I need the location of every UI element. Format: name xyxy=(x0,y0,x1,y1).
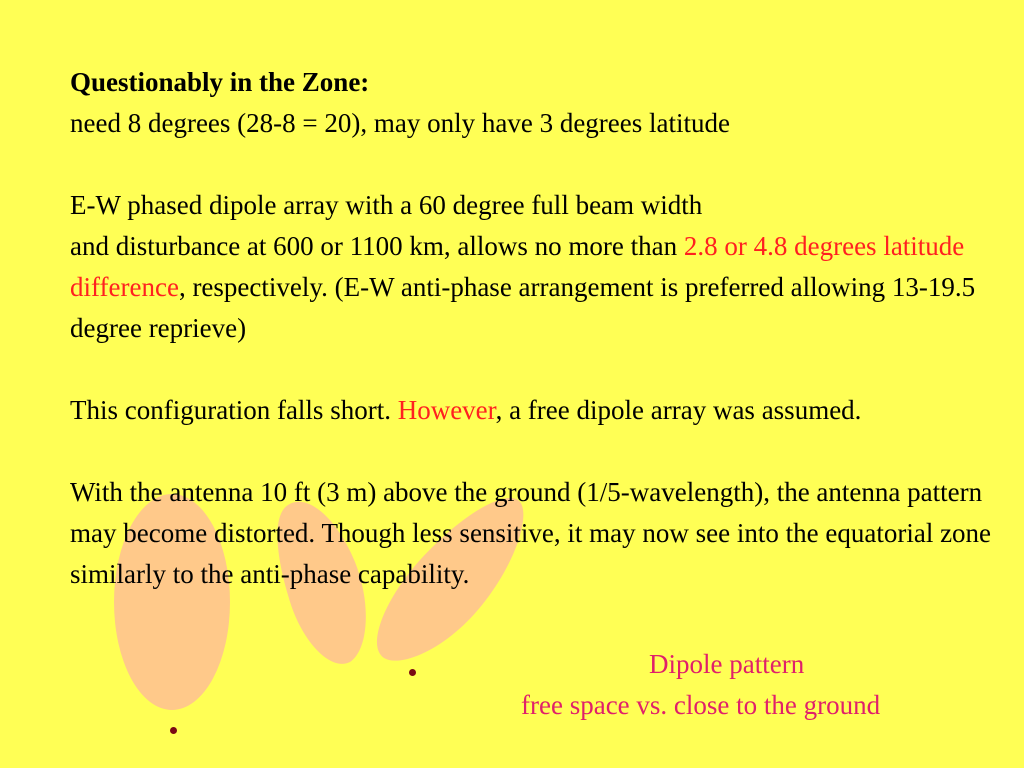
array-paragraph xyxy=(70,185,1000,349)
configuration-paragraph xyxy=(70,390,1000,431)
ground-paragraph xyxy=(70,472,1000,595)
caption-subtitle: free space vs. close to the ground xyxy=(521,690,881,720)
slide-body xyxy=(70,62,1000,595)
latitude-difference-highlight: 2.8 or 4.8 degrees latitude difference xyxy=(70,231,965,302)
array-line-1: E-W phased dipole array with a 60 degree full beam width xyxy=(70,190,703,220)
intro-paragraph xyxy=(70,62,1000,144)
requirement-line: need 8 degrees (28-8 = 20), may only have 3 degrees latitude xyxy=(70,108,730,138)
marker-dot xyxy=(409,669,416,676)
array-line-2-end: , respectively. (E-W anti-phase arrangement is preferred allowing 13-19.5 degree reprieve) xyxy=(70,272,976,343)
configuration-start: This configuration falls short. xyxy=(70,395,398,425)
caption-title: Dipole pattern xyxy=(649,649,805,679)
configuration-end: , a free dipole array was assumed. xyxy=(495,395,862,425)
marker-dot xyxy=(170,727,177,734)
slide-title: Questionably in the Zone: xyxy=(70,67,370,97)
ground-text: With the antenna 10 ft (3 m) above the ground (1/5-wavelength), the antenna pattern may become distorted. Though less sensitive, it may now see into the equatorial zone similarly to the anti-phase capability. xyxy=(70,477,992,589)
array-line-2-start: and disturbance at 600 or 1100 km, allows no more than xyxy=(70,231,684,261)
however-highlight: However xyxy=(397,395,496,425)
